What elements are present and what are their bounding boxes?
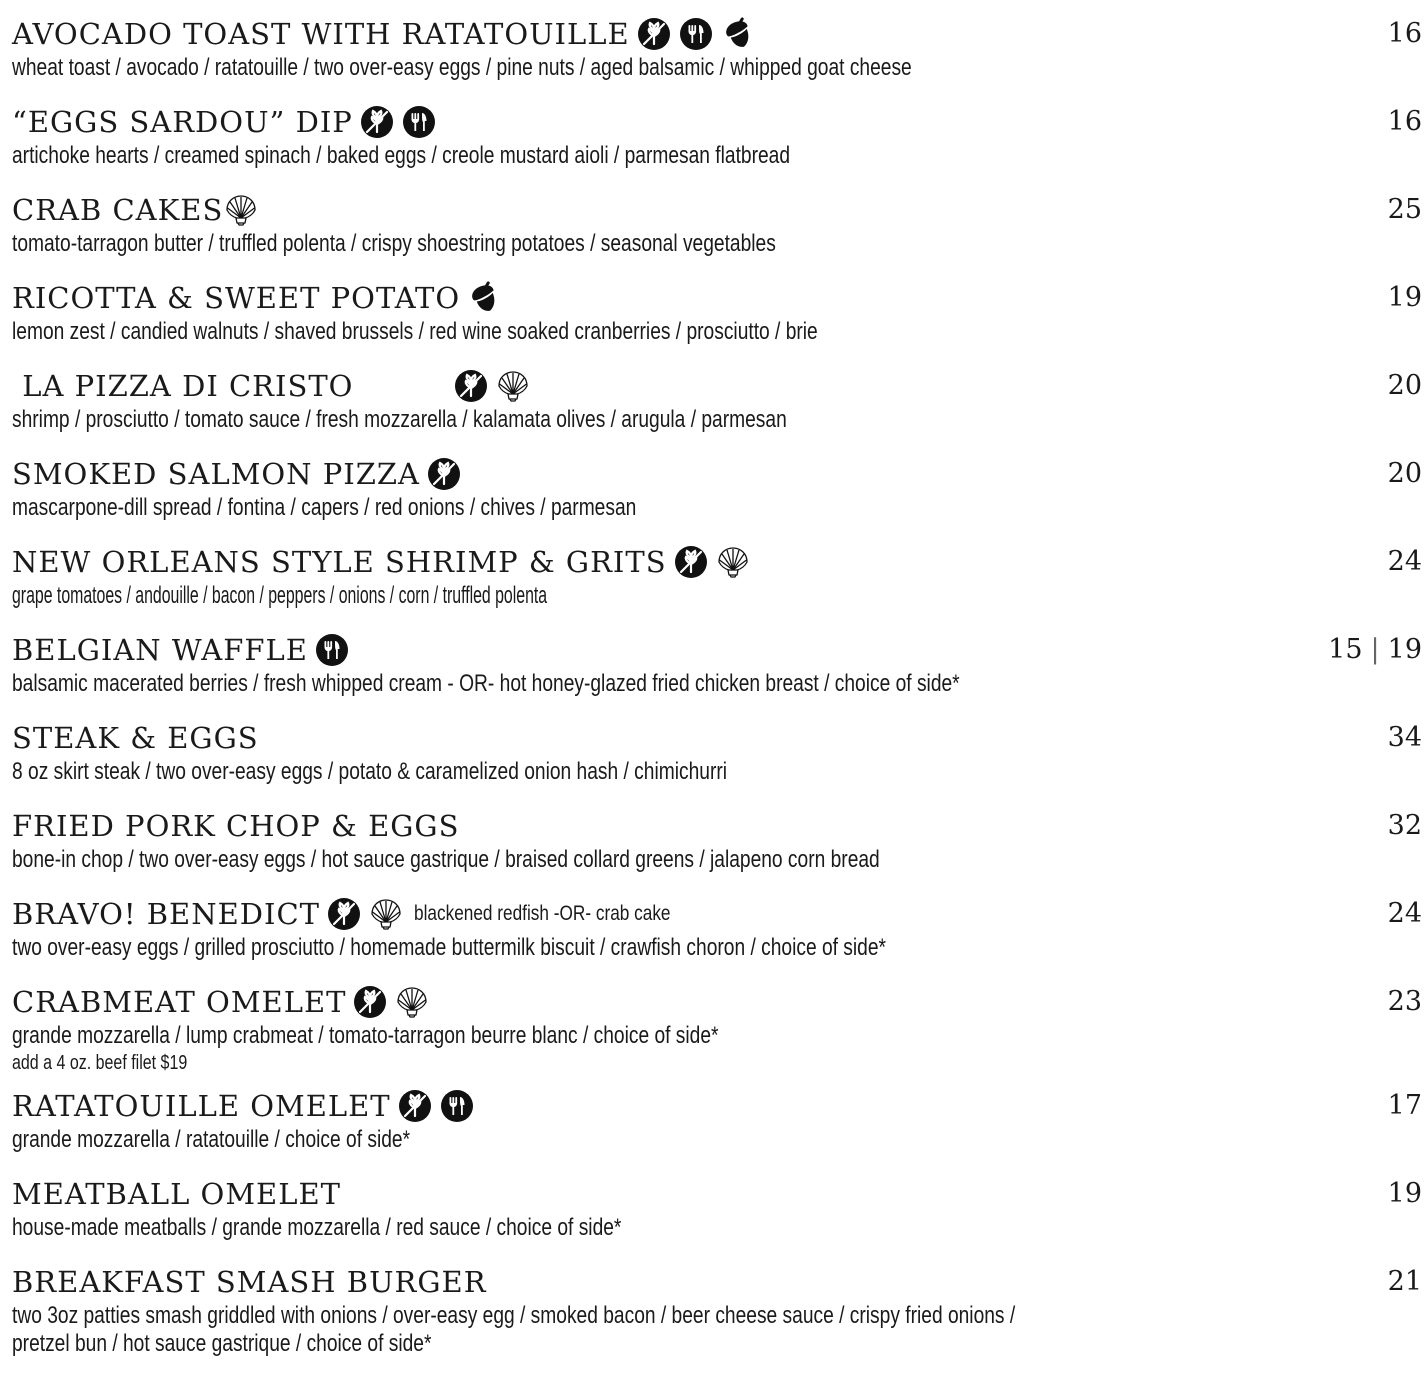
item-name: BRAVO! BENEDICT (12, 897, 320, 931)
nut-icon (720, 16, 756, 52)
menu-item (12, 14, 1422, 102)
menu-item (12, 278, 1422, 366)
vegetarian-icon (678, 16, 714, 52)
gluten-free-icon (326, 896, 362, 932)
menu-item (12, 366, 1422, 454)
item-price: 21 (1387, 1266, 1422, 1297)
item-price: 24 (1387, 546, 1422, 577)
item-price: 19 (1387, 1178, 1422, 1209)
shellfish-icon (495, 368, 531, 404)
item-description: house-made meatballs / grande mozzarella / red sauce / choice of side* (12, 1214, 622, 1241)
item-price: 34 (1387, 722, 1422, 753)
menu-item (12, 894, 1422, 982)
gluten-free-icon (453, 368, 489, 404)
item-name: CRAB CAKES (12, 193, 224, 227)
item-name: CRABMEAT OMELET (12, 985, 347, 1019)
item-price: 16 (1387, 18, 1422, 49)
item-description: wheat toast / avocado / ratatouille / two over-easy eggs / pine nuts / aged balsamic / whipped goat cheese (12, 54, 912, 81)
item-price: 25 (1387, 194, 1422, 225)
item-name: RICOTTA & SWEET POTATO (12, 281, 461, 315)
gluten-free-icon (359, 104, 395, 140)
menu-item (12, 454, 1422, 542)
price-separator: | (1370, 634, 1380, 665)
price-primary: 15 (1328, 634, 1363, 665)
item-price: 20 (1387, 370, 1422, 401)
item-note: blackened redfish -OR- crab cake (414, 902, 671, 925)
item-description: lemon zest / candied walnuts / shaved brussels / red wine soaked cranberries / prosciutto / brie (12, 318, 818, 345)
menu-item (12, 806, 1422, 894)
item-price: 23 (1387, 986, 1422, 1017)
item-description-continued: pretzel bun / hot sauce gastrique / choice of side* (12, 1330, 432, 1357)
item-name: NEW ORLEANS STYLE SHRIMP & GRITS (12, 545, 667, 579)
gluten-free-icon (352, 984, 388, 1020)
item-name: SMOKED SALMON PIZZA (12, 457, 420, 491)
menu-item (12, 102, 1422, 190)
item-price (1328, 630, 1422, 670)
vegetarian-icon (401, 104, 437, 140)
item-description: grape tomatoes / andouille / bacon / peppers / onions / corn / truffled polenta (12, 582, 548, 609)
item-name: MEATBALL OMELET (12, 1177, 341, 1211)
item-name: FRIED PORK CHOP & EGGS (12, 809, 460, 843)
gluten-free-icon (636, 16, 672, 52)
item-description: two over-easy eggs / grilled prosciutto / homemade buttermilk biscuit / crawfish choron / choice of side* (12, 934, 886, 961)
menu-item (12, 1174, 1422, 1262)
price-alternate: 19 (1387, 634, 1422, 665)
item-description: shrimp / prosciutto / tomato sauce / fresh mozzarella / kalamata olives / arugula / parmesan (12, 406, 787, 433)
item-price: 19 (1387, 282, 1422, 313)
item-name: AVOCADO TOAST WITH RATATOUILLE (12, 17, 630, 51)
item-description: balsamic macerated berries / fresh whipped cream - OR- hot honey-glazed fried chicken breast / choice of side* (12, 670, 960, 697)
vegetarian-icon (314, 632, 350, 668)
vegetarian-icon (439, 1088, 475, 1124)
menu-item (12, 190, 1422, 278)
shellfish-icon (223, 192, 259, 228)
item-description: 8 oz skirt steak / two over-easy eggs / potato & caramelized onion hash / chimichurri (12, 758, 727, 785)
item-name: “EGGS SARDOU” DIP (12, 105, 353, 139)
item-description: grande mozzarella / lump crabmeat / tomato-tarragon beurre blanc / choice of side* (12, 1022, 719, 1049)
item-price: 16 (1387, 106, 1422, 137)
item-addon: add a 4 oz. beef filet $19 (12, 1052, 188, 1074)
menu-item (12, 718, 1422, 806)
item-price: 24 (1387, 898, 1422, 929)
item-description: tomato-tarragon butter / truffled polenta / crispy shoestring potatoes / seasonal vegetables (12, 230, 776, 257)
shellfish-icon (394, 984, 430, 1020)
menu-item (12, 1262, 1422, 1357)
item-name: RATATOUILLE OMELET (12, 1089, 391, 1123)
item-description: bone-in chop / two over-easy eggs / hot sauce gastrique / braised collard greens / jalapeno corn bread (12, 846, 880, 873)
nut-icon (466, 280, 502, 316)
gluten-free-icon (673, 544, 709, 580)
menu-item (12, 1086, 1422, 1174)
item-name: BREAKFAST SMASH BURGER (12, 1265, 487, 1299)
item-description: grande mozzarella / ratatouille / choice of side* (12, 1126, 411, 1153)
menu-list (12, 14, 1422, 1357)
item-name: STEAK & EGGS (12, 721, 259, 755)
item-description: two 3oz patties smash griddled with onions / over-easy egg / smoked bacon / beer cheese sauce / crispy fried onions / (12, 1302, 1016, 1329)
item-price: 20 (1387, 458, 1422, 489)
menu-item (12, 630, 1422, 718)
gluten-free-icon (426, 456, 462, 492)
item-name: BELGIAN WAFFLE (12, 633, 308, 667)
item-description: mascarpone-dill spread / fontina / capers / red onions / chives / parmesan (12, 494, 637, 521)
menu-item (12, 982, 1422, 1086)
menu-item (12, 542, 1422, 630)
item-name: LA PIZZA DI CRISTO (12, 369, 354, 403)
item-description: artichoke hearts / creamed spinach / baked eggs / creole mustard aioli / parmesan flatbread (12, 142, 791, 169)
item-price: 32 (1387, 810, 1422, 841)
shellfish-icon (715, 544, 751, 580)
shellfish-icon (368, 896, 404, 932)
gluten-free-icon (397, 1088, 433, 1124)
item-price: 17 (1387, 1090, 1422, 1121)
